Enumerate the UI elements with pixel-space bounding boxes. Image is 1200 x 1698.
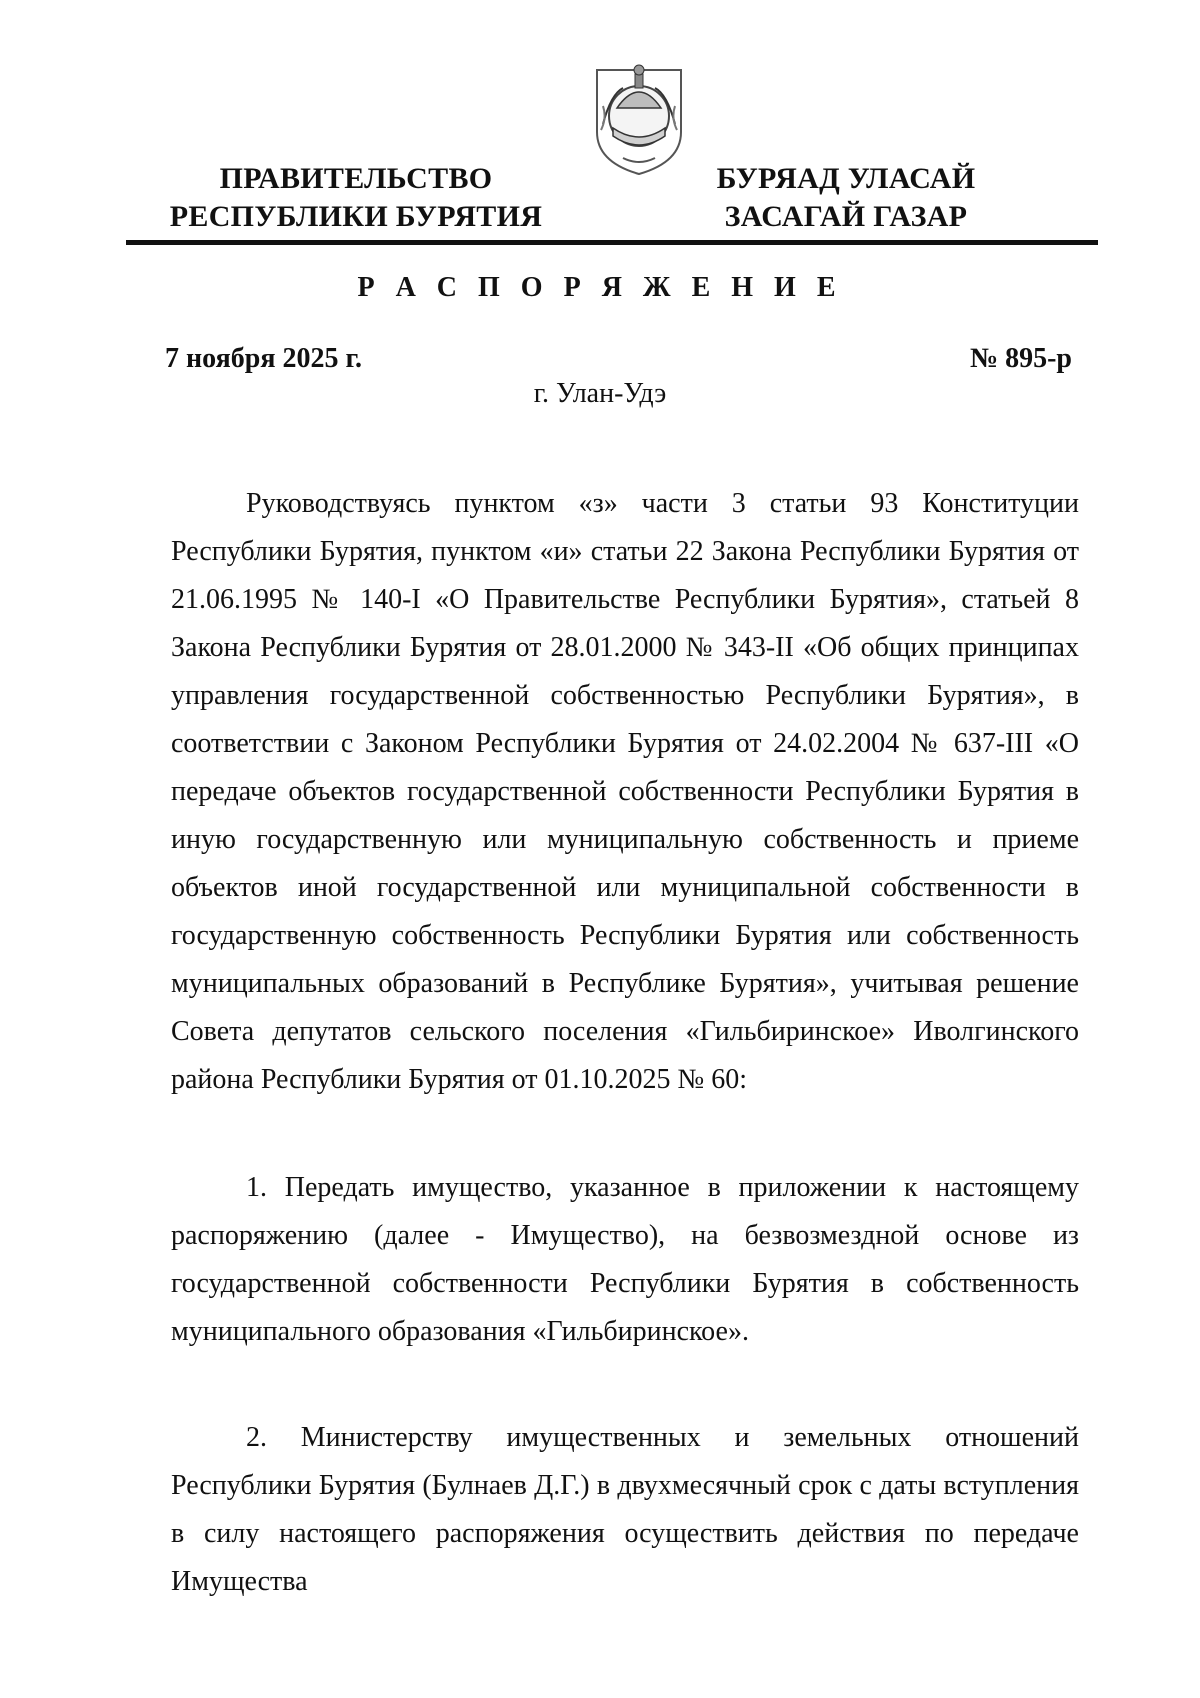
- document-number: № 895-р: [969, 343, 1072, 374]
- header-left-line1: ПРАВИТЕЛЬСТВО: [219, 162, 493, 195]
- header-right: [656, 160, 1036, 236]
- coat-of-arms-emblem: [593, 58, 685, 176]
- document-date: 7 ноября 2025 г.: [165, 343, 363, 374]
- preamble-paragraph: Руководствуясь пунктом «з» части 3 статьи 93 Конституции Республики Бурятия, пунктом «и» статьи 22 Закона Республики Бурятия от 21.06.1995 № 140-I «О Правительстве Республики Бурятия», статьей 8 Закона Республики Бурятия от 28.01.2000 № 343-II «Об общих принципах управления государственной собственностью Республики Бурятия», в соответствии с Законом Республики Бурятия от 24.02.2004 № 637-III «О передаче объектов государственной собственности Республики Бурятия в иную государственную или муниципальную собственность и приеме объектов иной государственной или муниципальной собственности в государственную собственность Республики Бурятия или собственность муниципальных образований в Республике Бурятия», учитывая решение Совета депутатов сельского поселения «Гильбиринское» Иволгинского района Республики Бурятия от 01.10.2025 № 60:: [171, 488, 1079, 1095]
- item-2-paragraph: 2. Министерству имущественных и земельных отношений Республики Бурятия (Булнаев Д.Г.) в двухмесячный срок с даты вступления в силу настоящего распоряжения осуществить действия по передаче Имущества: [171, 1422, 1079, 1597]
- header-divider: [126, 240, 1098, 245]
- header-left: [166, 160, 546, 236]
- document-city: г. Улан-Удэ: [533, 378, 667, 409]
- document-type-title: Р А С П О Р Я Ж Е Н И Е: [357, 272, 843, 303]
- header-right-line2: ЗАСАГАЙ ГАЗАР: [724, 200, 968, 233]
- item-1-paragraph: 1. Передать имущество, указанное в приложении к настоящему распоряжению (далее - Имущество), на безвозмездной основе из государственной собственности Республики Бурятия в собственность муниципального образования «Гильбиринское».: [171, 1172, 1079, 1347]
- header-right-line1: БУРЯАД УЛАСАЙ: [716, 162, 976, 195]
- header-left-line2: РЕСПУБЛИКИ БУРЯТИЯ: [169, 200, 543, 233]
